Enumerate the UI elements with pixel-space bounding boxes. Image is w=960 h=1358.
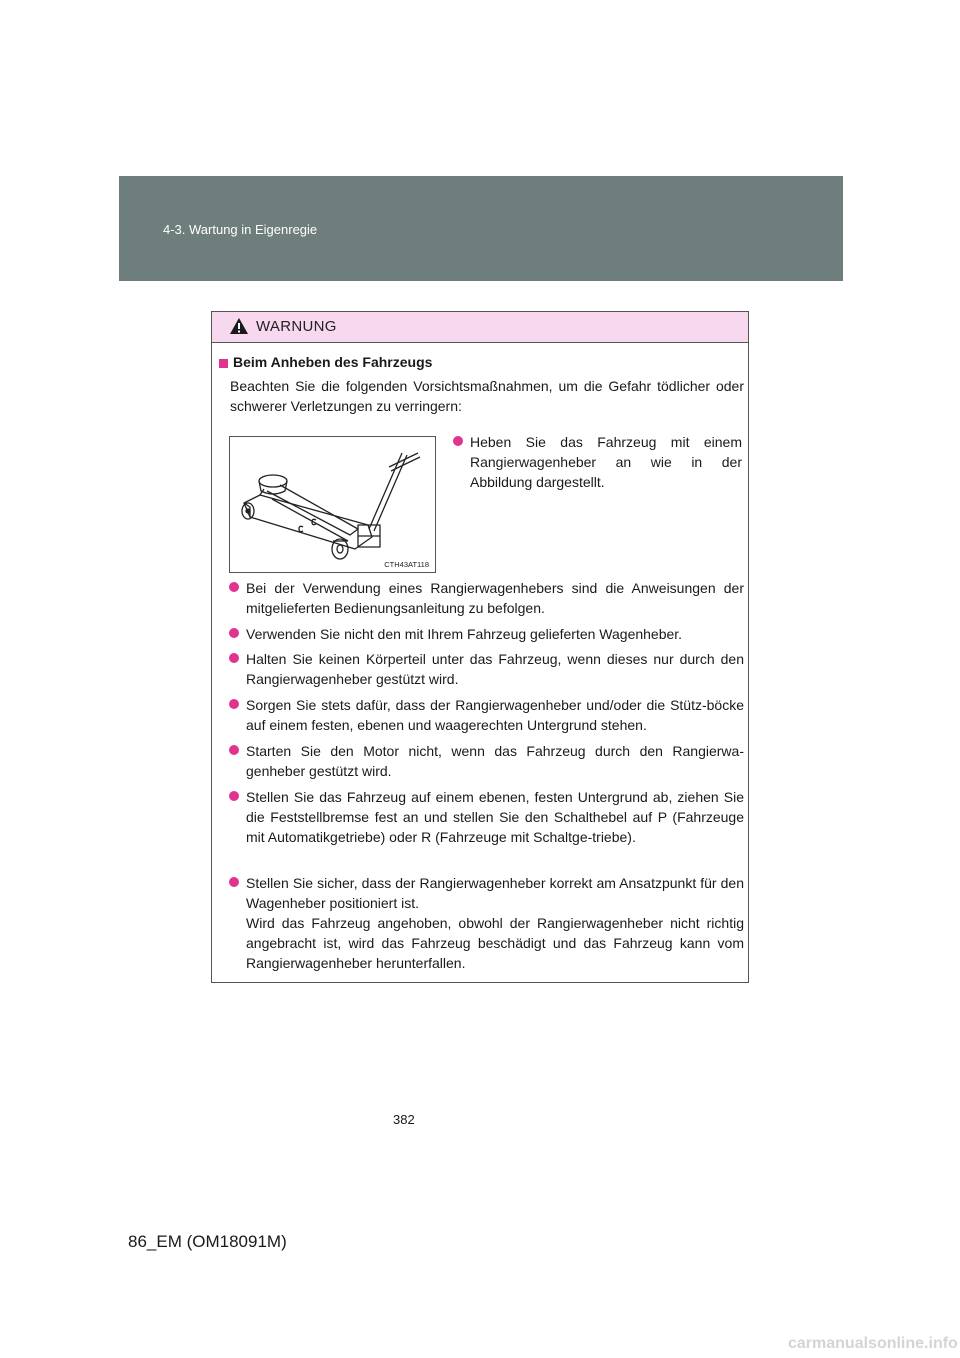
bullet-icon xyxy=(229,877,239,887)
bullet-icon xyxy=(229,628,239,638)
watermark: carmanualsonline.info xyxy=(788,1335,958,1352)
warning-triangle-icon xyxy=(229,317,249,335)
list-item: Stellen Sie das Fahrzeug auf einem ebenen, festen Untergrund ab, ziehen Sie die Feststellbremse fest an und stellen Sie den Schalthebel auf P (Fahrzeuge mit Automatikgetriebe) oder R (Fahrzeuge mit Schaltge-triebe). xyxy=(246,787,744,847)
list-item: Verwenden Sie nicht den mit Ihrem Fahrzeug gelieferten Wagenheber. xyxy=(246,624,744,644)
bullet-icon xyxy=(229,653,239,663)
warning-box xyxy=(211,311,749,983)
list-item: Sorgen Sie stets dafür, dass der Rangierwagenheber und/oder die Stütz-böcke auf einem festen, ebenen und waagerechten Untergrund stehen. xyxy=(246,695,744,735)
floor-jack-figure xyxy=(229,436,436,573)
bullet-icon xyxy=(229,745,239,755)
list-item: Stellen Sie sicher, dass der Rangierwagenheber korrekt am Ansatzpunkt für den Wagenheber positioniert ist. xyxy=(246,873,744,913)
subheading-square-icon xyxy=(219,359,228,368)
list-item-continuation: Wird das Fahrzeug angehoben, obwohl der Rangierwagenheber nicht richtig angebracht ist, wird das Fahrzeug beschädigt und das Fahrzeug kann vom Rangierwagenheber herunterfallen. xyxy=(246,915,744,971)
section-title: 4-3. Wartung in Eigenregie xyxy=(163,222,318,237)
warning-title: WARNUNG xyxy=(256,318,337,335)
floor-jack-illustration xyxy=(230,437,435,572)
list-item: Starten Sie den Motor nicht, wenn das Fahrzeug durch den Rangierwa-genheber gestützt wird. xyxy=(246,741,744,781)
list-item: Bei der Verwendung eines Rangierwagenhebers sind die Anweisungen der mitgelieferten Bedienungsanleitung zu befolgen. xyxy=(246,578,744,618)
bullet-icon xyxy=(229,582,239,592)
bullet-icon xyxy=(229,791,239,801)
figure-code: CTH43AT118 xyxy=(384,560,429,569)
warning-subheading: Beim Anheben des Fahrzeugs xyxy=(233,354,433,370)
list-item: Halten Sie keinen Körperteil unter das Fahrzeug, wenn dieses nur durch den Rangierwagenheber gestützt wird. xyxy=(246,649,744,689)
document-id: 86_EM (OM18091M) xyxy=(128,1232,287,1251)
warning-header xyxy=(212,312,748,343)
bullet-icon xyxy=(453,436,463,446)
list-item: Heben Sie das Fahrzeug mit einem Rangierwagenheber an wie in der Abbildung dargestellt. xyxy=(470,432,742,492)
bullet-icon xyxy=(229,699,239,709)
page-number: 382 xyxy=(393,1112,415,1127)
warning-intro: Beachten Sie die folgenden Vorsichtsmaßnahmen, um die Gefahr tödlicher oder schwerer Verletzungen zu verringern: xyxy=(230,378,744,414)
